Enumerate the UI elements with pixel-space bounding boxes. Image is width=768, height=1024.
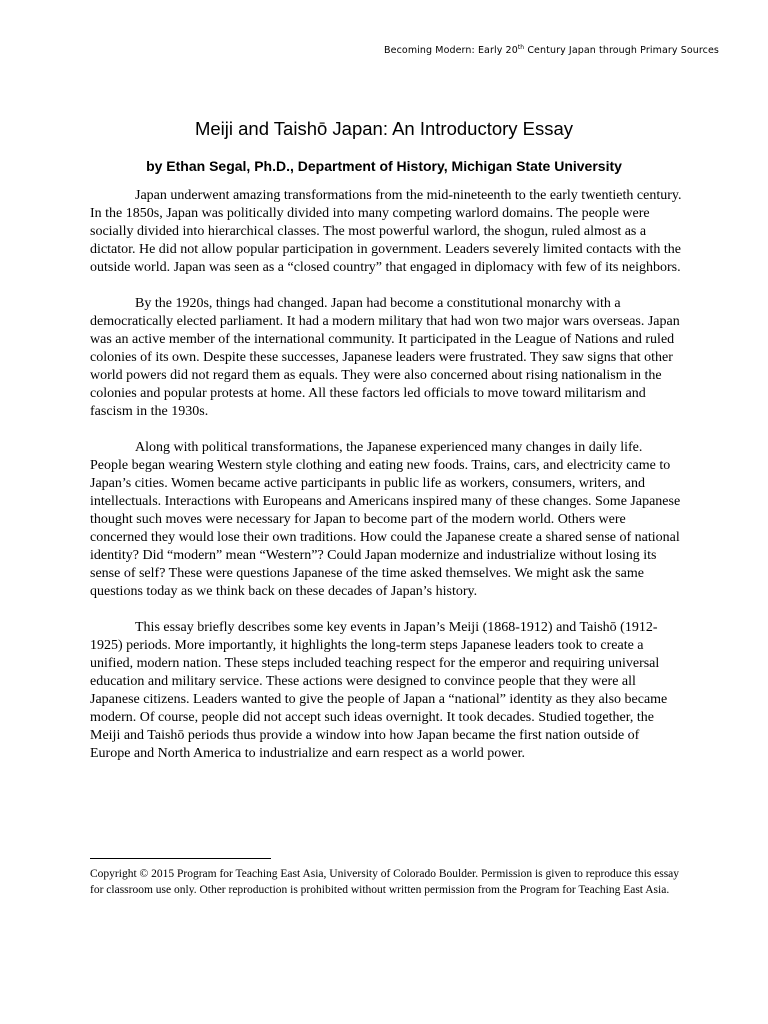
running-header — [384, 45, 719, 56]
footnote-divider — [90, 858, 271, 859]
running-header-text-end: Century Japan through Primary Sources — [524, 45, 719, 56]
body-paragraph: Along with political transformations, the Japanese experienced many changes in daily life. People began wearing Western style clothing and eating new foods. Trains, cars, and electricity came to Japan’s cities. Women became active participants in public life as workers, consumers, writers, and intellectuals. Interactions with Europeans and Americans inspired many of these changes. Some Japanese thought such moves were necessary for Japan to become part of the modern world. Others were concerned they would lose their own traditions. How could the Japanese create a shared sense of national identity? Did “modern” mean “Western”? Could Japan modernize and industrialize without losing its sense of self? These were questions Japanese of the time asked themselves. We might ask the same questions today as we think back on these decades of Japan’s history. — [90, 440, 681, 599]
body-paragraph: By the 1920s, things had changed. Japan had become a constitutional monarchy with a democratically elected parliament. It had a modern military that had won two major wars overseas. Japan was an active member of the international community. It participated in the League of Nations and ruled colonies of its own. Despite these successes, Japanese leaders were frustrated. They saw signs that other world powers did not regard them as equals. They were also concerned about rising nationalism in the colonies and popular protests at home. All these factors led officials to move toward militarism and fascism in the 1930s. — [90, 296, 680, 419]
author-byline: by Ethan Segal, Ph.D., Department of History, Michigan State University — [146, 158, 622, 174]
body-paragraph: This essay briefly describes some key events in Japan’s Meiji (1868-1912) and Taishō (1912-1925) periods. More importantly, it highlights the long-term steps Japanese leaders took to create a unified, modern nation. These steps included teaching respect for the emperor and requiring universal education and military service. These actions were designed to convince people that they were all Japanese citizens. Leaders wanted to give the people of Japan a “national” identity as they also became modern. Of course, people did not accept such ideas overnight. It took decades. Studied together, the Meiji and Taishō periods thus provide a window into how Japan became the first nation outside of Europe and North America to industrialize and earn respect as a world power. — [90, 620, 668, 761]
running-header-superscript: th — [517, 43, 525, 51]
copyright-footnote: Copyright © 2015 Program for Teaching East Asia, University of Colorado Boulder. Permission is given to reproduce this essay for classroom use only. Other reproduction is prohibited without written permission from the Program for Teaching East Asia. — [90, 868, 680, 896]
essay-title: Meiji and Taishō Japan: An Introductory Essay — [194, 118, 574, 139]
essay-body — [90, 187, 682, 781]
running-header-text-start: Becoming Modern: Early 20 — [384, 45, 518, 56]
body-paragraph: Japan underwent amazing transformations from the mid-nineteenth to the early twentieth century. In the 1850s, Japan was politically divided into many competing warlord domains. The people were socially divided into hierarchical classes. The most powerful warlord, the shogun, ruled almost as a dictator. He did not allow popular participation in government. Leaders severely limited contacts with the outside world. Japan was seen as a “closed country” that engaged in diplomacy with few of its neighbors. — [90, 188, 682, 275]
